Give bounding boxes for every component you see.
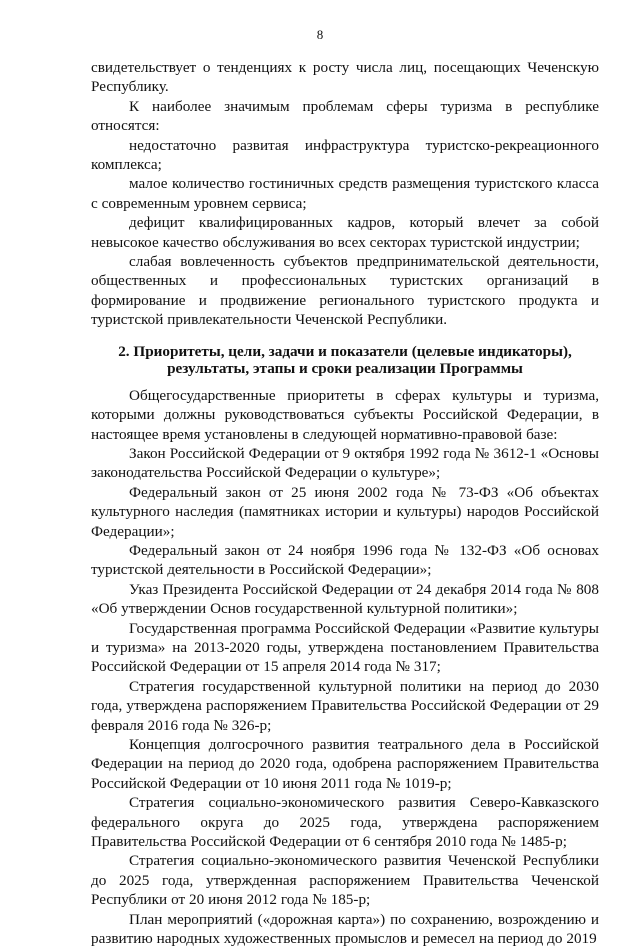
section-heading-line: результаты, этапы и сроки реализации Программы xyxy=(167,359,523,377)
paragraph: Указ Президента Российской Федерации от 24 декабря 2014 года № 808 «Об утверждении Основ государственной культурной политики»; xyxy=(91,580,599,618)
paragraph: Стратегия социально-экономического развития Чеченской Республики до 2025 года, утвержденная распоряжением Правительства Чеченской Республики от 20 июня 2012 года № 185-р; xyxy=(91,852,599,909)
paragraph: Федеральный закон от 24 ноября 1996 года № 132-ФЗ «Об основах туристской деятельности в Российской Федерации»; xyxy=(91,541,599,579)
paragraph: малое количество гостиничных средств размещения туристского класса с современным уровнем сервиса; xyxy=(91,175,599,212)
page-number: 8 xyxy=(316,27,324,42)
paragraph: Общегосударственные приоритеты в сферах культуры и туризма, которыми должны руководствоваться субъекты Российской Федерации, в настоящее время установлены в следующей нормативно-правовой базе: xyxy=(91,386,599,443)
paragraph: К наиболее значимым проблемам сферы туризма в республике относятся: xyxy=(91,97,599,135)
section-heading xyxy=(91,343,599,377)
paragraph: Федеральный закон от 25 июня 2002 года № 73-ФЗ «Об объектах культурного наследия (памятниках истории и культуры) народов Российской Федерации»; xyxy=(91,483,599,540)
paragraph: Концепция долгосрочного развития театрального дела в Российской Федерации на период до 2020 года, одобрена распоряжением Правительства Российской Федерации от 10 июня 2011 года № 1019-р; xyxy=(91,736,599,792)
paragraph: Государственная программа Российской Федерации «Развитие культуры и туризма» на 2013-2020 годы, утверждена постановлением Правительства Российской Федерации от 15 апреля 2014 года № 317; xyxy=(91,619,599,676)
paragraph: слабая вовлеченность субъектов предпринимательской деятельности, общественных и профессиональных туристских организаций в формирование и продвижение регионального туристского продукта и туристской привлекательности Чеченской Республики. xyxy=(91,253,599,329)
paragraph: Стратегия государственной культурной политики на период до 2030 года, утверждена распоряжением Правительства Российской Федерации от 29 февраля 2016 года № 326-р; xyxy=(91,677,599,734)
document-body xyxy=(91,58,599,948)
paragraph: План мероприятий («дорожная карта») по сохранению, возрождению и развитию народных художественных промыслов и ремесел на период до 2019 xyxy=(91,910,599,948)
paragraph: свидетельствует о тенденциях к росту числа лиц, посещающих Чеченскую Республику. xyxy=(91,59,599,96)
paragraph: недостаточно развитая инфраструктура туристско-рекреационного комплекса; xyxy=(91,136,599,174)
paragraph: дефицит квалифицированных кадров, который влечет за собой невысокое качество обслуживания во всех секторах туристской индустрии; xyxy=(91,214,599,251)
paragraph: Стратегия социально-экономического развития Северо-Кавказского федерального округа до 2025 года, утверждена распоряжением Правительства Российской Федерации от 6 сентября 2010 года № 1485-р; xyxy=(91,794,599,851)
paragraph: Закон Российской Федерации от 9 октября 1992 года № 3612-1 «Основы законодательства Российской Федерации о культуре»; xyxy=(91,444,599,482)
section-heading-line: 2. Приоритеты, цели, задачи и показатели (целевые индикаторы), xyxy=(118,342,572,360)
